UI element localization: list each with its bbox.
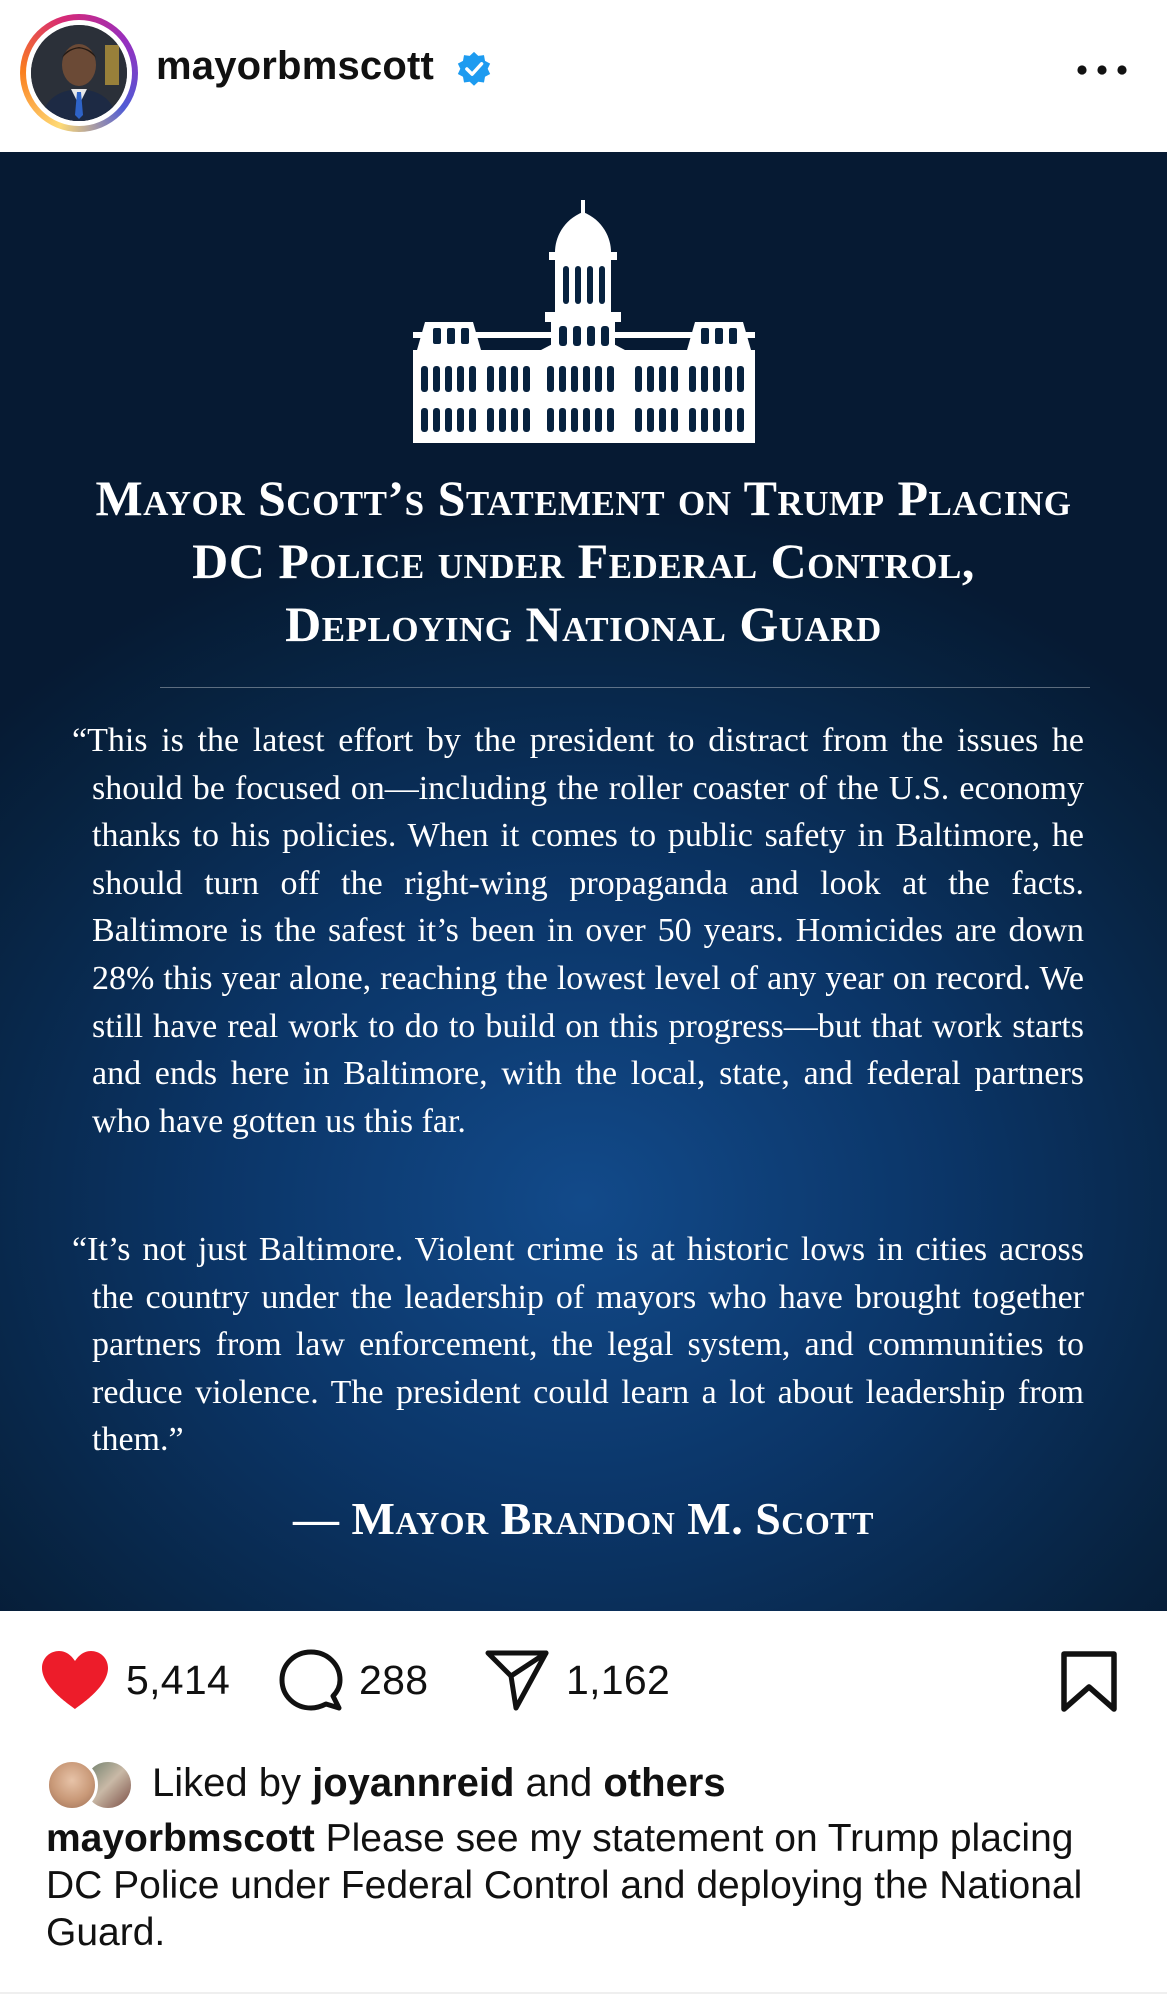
post-header: [0, 0, 1167, 150]
like-count[interactable]: 5,414: [126, 1656, 231, 1703]
title-line: Mayor Scott’s Statement on Trump Placing: [95, 470, 1072, 526]
liker-avatars[interactable]: [46, 1757, 144, 1809]
city-hall-icon: [413, 200, 755, 443]
bookmark-icon[interactable]: [1060, 1651, 1118, 1713]
verified-badge-icon: [455, 50, 493, 88]
share-button[interactable]: [484, 1648, 670, 1712]
title-line: DC Police under Federal Control,: [192, 533, 975, 589]
comment-icon[interactable]: [279, 1648, 343, 1712]
liker-username[interactable]: joyannreid: [312, 1760, 515, 1805]
liked-by-text: Liked by joyannreid and others: [152, 1760, 726, 1805]
heart-filled-icon[interactable]: [40, 1649, 110, 1711]
comment-count[interactable]: 288: [359, 1656, 429, 1703]
quote-paragraph-2: “It’s not just Baltimore. Violent crime is at historic lows in cities across the country under the leadership of mayors who have brought together partners from law enforcement, the legal system, and communities to reduce violence. The president could learn a lot about leadership from them.”: [72, 1231, 1084, 1459]
caption-text: Please see my statement on Trump placing DC Police under Federal Control and deploying the National Guard.: [46, 1817, 1083, 1954]
story-ring[interactable]: [20, 14, 138, 132]
title-line: Deploying National Guard: [285, 596, 882, 652]
avatar[interactable]: [46, 1759, 98, 1811]
action-bar: [0, 1615, 1167, 1755]
signature: — Mayor Brandon M. Scott: [292, 1493, 874, 1544]
comment-button[interactable]: [279, 1648, 428, 1712]
more-options-icon[interactable]: [1072, 52, 1132, 88]
liked-by-row[interactable]: [46, 1755, 726, 1811]
avatar[interactable]: [31, 25, 127, 121]
divider: [160, 687, 1090, 688]
post-image[interactable]: [0, 152, 1167, 1611]
like-button[interactable]: [40, 1648, 230, 1712]
caption-username[interactable]: mayorbmscott: [46, 1817, 315, 1860]
username[interactable]: mayorbmscott: [156, 44, 435, 88]
divider: [0, 1992, 1167, 1994]
caption: [46, 1815, 1131, 1956]
quote-paragraph-1: “This is the latest effort by the president to distract from the issues he should be focused on—including the roller coaster of the U.S. economy thanks to his policies. When it comes to public safety in Baltimore, he should turn off the right-wing propaganda and look at the facts. Baltimore is the safest it’s been in over 50 years. Homicides are down 28% this year alone, reaching the lowest level of any year on record. We still have real work to do to build on this progress—but that work starts and ends here in Baltimore, with the local, state, and federal partners who have gotten us this far.: [72, 722, 1084, 1140]
others-link[interactable]: others: [603, 1760, 726, 1805]
share-count[interactable]: 1,162: [566, 1656, 671, 1703]
statement-title: [40, 467, 1127, 656]
send-icon[interactable]: [484, 1648, 550, 1712]
